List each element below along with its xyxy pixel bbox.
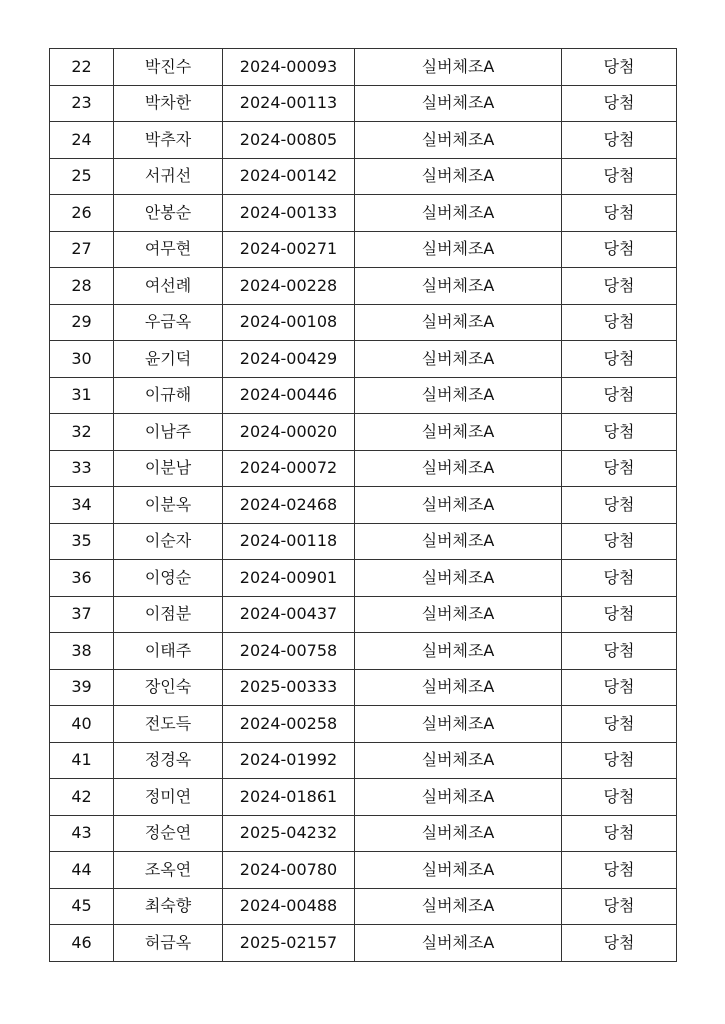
results-table-body xyxy=(50,49,677,962)
result-status-cell: 당첨 xyxy=(562,925,677,962)
program-name-cell: 실버체조A xyxy=(355,596,562,633)
registration-id-cell: 2024-01861 xyxy=(223,779,355,816)
result-status-cell: 당첨 xyxy=(562,158,677,195)
row-number-cell: 28 xyxy=(50,268,114,305)
registration-id-cell: 2024-00113 xyxy=(223,85,355,122)
row-number-cell: 34 xyxy=(50,487,114,524)
registration-id-cell: 2025-02157 xyxy=(223,925,355,962)
table-row xyxy=(50,779,677,816)
registration-id-cell: 2024-00072 xyxy=(223,450,355,487)
registration-id-cell: 2024-00437 xyxy=(223,596,355,633)
result-status-cell: 당첨 xyxy=(562,779,677,816)
result-status-cell: 당첨 xyxy=(562,596,677,633)
result-status-cell: 당첨 xyxy=(562,669,677,706)
registration-id-cell: 2024-00780 xyxy=(223,852,355,889)
row-number-cell: 32 xyxy=(50,414,114,451)
applicant-name-cell: 여무현 xyxy=(114,231,223,268)
result-status-cell: 당첨 xyxy=(562,195,677,232)
table-row xyxy=(50,852,677,889)
result-status-cell: 당첨 xyxy=(562,49,677,86)
row-number-cell: 31 xyxy=(50,377,114,414)
registration-id-cell: 2024-02468 xyxy=(223,487,355,524)
registration-id-cell: 2024-00142 xyxy=(223,158,355,195)
result-status-cell: 당첨 xyxy=(562,633,677,670)
result-status-cell: 당첨 xyxy=(562,706,677,743)
applicant-name-cell: 허금옥 xyxy=(114,925,223,962)
row-number-cell: 29 xyxy=(50,304,114,341)
program-name-cell: 실버체조A xyxy=(355,231,562,268)
result-status-cell: 당첨 xyxy=(562,852,677,889)
result-status-cell: 당첨 xyxy=(562,268,677,305)
result-status-cell: 당첨 xyxy=(562,450,677,487)
applicant-name-cell: 윤기덕 xyxy=(114,341,223,378)
row-number-cell: 24 xyxy=(50,122,114,159)
applicant-name-cell: 전도득 xyxy=(114,706,223,743)
applicant-name-cell: 박추자 xyxy=(114,122,223,159)
row-number-cell: 30 xyxy=(50,341,114,378)
result-status-cell: 당첨 xyxy=(562,414,677,451)
table-row xyxy=(50,669,677,706)
applicant-name-cell: 이분남 xyxy=(114,450,223,487)
result-status-cell: 당첨 xyxy=(562,560,677,597)
result-status-cell: 당첨 xyxy=(562,815,677,852)
row-number-cell: 23 xyxy=(50,85,114,122)
applicant-name-cell: 조옥연 xyxy=(114,852,223,889)
program-name-cell: 실버체조A xyxy=(355,560,562,597)
result-status-cell: 당첨 xyxy=(562,742,677,779)
program-name-cell: 실버체조A xyxy=(355,925,562,962)
program-name-cell: 실버체조A xyxy=(355,742,562,779)
program-name-cell: 실버체조A xyxy=(355,49,562,86)
table-row xyxy=(50,231,677,268)
row-number-cell: 25 xyxy=(50,158,114,195)
program-name-cell: 실버체조A xyxy=(355,158,562,195)
applicant-name-cell: 여선례 xyxy=(114,268,223,305)
row-number-cell: 37 xyxy=(50,596,114,633)
row-number-cell: 43 xyxy=(50,815,114,852)
result-status-cell: 당첨 xyxy=(562,85,677,122)
row-number-cell: 41 xyxy=(50,742,114,779)
registration-id-cell: 2024-00758 xyxy=(223,633,355,670)
result-status-cell: 당첨 xyxy=(562,523,677,560)
table-row xyxy=(50,304,677,341)
applicant-name-cell: 이순자 xyxy=(114,523,223,560)
applicant-name-cell: 장인숙 xyxy=(114,669,223,706)
table-row xyxy=(50,560,677,597)
applicant-name-cell: 이남주 xyxy=(114,414,223,451)
row-number-cell: 38 xyxy=(50,633,114,670)
table-row xyxy=(50,596,677,633)
program-name-cell: 실버체조A xyxy=(355,341,562,378)
applicant-name-cell: 정순연 xyxy=(114,815,223,852)
table-row xyxy=(50,268,677,305)
program-name-cell: 실버체조A xyxy=(355,195,562,232)
table-row xyxy=(50,487,677,524)
registration-id-cell: 2024-00020 xyxy=(223,414,355,451)
registration-id-cell: 2024-00488 xyxy=(223,888,355,925)
table-row xyxy=(50,888,677,925)
applicant-name-cell: 이태주 xyxy=(114,633,223,670)
registration-id-cell: 2024-00446 xyxy=(223,377,355,414)
table-row xyxy=(50,925,677,962)
applicant-name-cell: 정경옥 xyxy=(114,742,223,779)
registration-id-cell: 2024-00271 xyxy=(223,231,355,268)
result-status-cell: 당첨 xyxy=(562,231,677,268)
row-number-cell: 45 xyxy=(50,888,114,925)
program-name-cell: 실버체조A xyxy=(355,304,562,341)
program-name-cell: 실버체조A xyxy=(355,706,562,743)
result-status-cell: 당첨 xyxy=(562,304,677,341)
program-name-cell: 실버체조A xyxy=(355,815,562,852)
document-page xyxy=(49,48,676,962)
registration-id-cell: 2024-00093 xyxy=(223,49,355,86)
row-number-cell: 42 xyxy=(50,779,114,816)
applicant-name-cell: 우금옥 xyxy=(114,304,223,341)
result-status-cell: 당첨 xyxy=(562,487,677,524)
table-row xyxy=(50,377,677,414)
applicant-name-cell: 서귀선 xyxy=(114,158,223,195)
registration-id-cell: 2024-00429 xyxy=(223,341,355,378)
registration-id-cell: 2024-01992 xyxy=(223,742,355,779)
program-name-cell: 실버체조A xyxy=(355,852,562,889)
table-row xyxy=(50,341,677,378)
applicant-name-cell: 정미연 xyxy=(114,779,223,816)
table-row xyxy=(50,49,677,86)
row-number-cell: 33 xyxy=(50,450,114,487)
table-row xyxy=(50,122,677,159)
row-number-cell: 44 xyxy=(50,852,114,889)
result-status-cell: 당첨 xyxy=(562,122,677,159)
program-name-cell: 실버체조A xyxy=(355,633,562,670)
registration-id-cell: 2024-00228 xyxy=(223,268,355,305)
program-name-cell: 실버체조A xyxy=(355,487,562,524)
program-name-cell: 실버체조A xyxy=(355,414,562,451)
applicant-name-cell: 박차한 xyxy=(114,85,223,122)
program-name-cell: 실버체조A xyxy=(355,122,562,159)
program-name-cell: 실버체조A xyxy=(355,85,562,122)
program-name-cell: 실버체조A xyxy=(355,523,562,560)
applicant-name-cell: 최숙향 xyxy=(114,888,223,925)
table-row xyxy=(50,742,677,779)
table-row xyxy=(50,815,677,852)
registration-id-cell: 2024-00118 xyxy=(223,523,355,560)
registration-id-cell: 2024-00258 xyxy=(223,706,355,743)
table-row xyxy=(50,633,677,670)
row-number-cell: 36 xyxy=(50,560,114,597)
applicant-name-cell: 이영순 xyxy=(114,560,223,597)
applicant-name-cell: 이규해 xyxy=(114,377,223,414)
registration-id-cell: 2024-00805 xyxy=(223,122,355,159)
lottery-results-table xyxy=(49,48,677,962)
result-status-cell: 당첨 xyxy=(562,377,677,414)
registration-id-cell: 2024-00133 xyxy=(223,195,355,232)
program-name-cell: 실버체조A xyxy=(355,888,562,925)
program-name-cell: 실버체조A xyxy=(355,268,562,305)
applicant-name-cell: 안봉순 xyxy=(114,195,223,232)
row-number-cell: 39 xyxy=(50,669,114,706)
result-status-cell: 당첨 xyxy=(562,888,677,925)
table-row xyxy=(50,85,677,122)
program-name-cell: 실버체조A xyxy=(355,669,562,706)
table-row xyxy=(50,158,677,195)
table-row xyxy=(50,450,677,487)
table-row xyxy=(50,414,677,451)
applicant-name-cell: 박진수 xyxy=(114,49,223,86)
applicant-name-cell: 이분옥 xyxy=(114,487,223,524)
table-row xyxy=(50,195,677,232)
table-row xyxy=(50,523,677,560)
row-number-cell: 35 xyxy=(50,523,114,560)
applicant-name-cell: 이점분 xyxy=(114,596,223,633)
program-name-cell: 실버체조A xyxy=(355,779,562,816)
registration-id-cell: 2024-00108 xyxy=(223,304,355,341)
program-name-cell: 실버체조A xyxy=(355,450,562,487)
table-row xyxy=(50,706,677,743)
registration-id-cell: 2025-04232 xyxy=(223,815,355,852)
row-number-cell: 40 xyxy=(50,706,114,743)
row-number-cell: 27 xyxy=(50,231,114,268)
result-status-cell: 당첨 xyxy=(562,341,677,378)
registration-id-cell: 2024-00901 xyxy=(223,560,355,597)
row-number-cell: 26 xyxy=(50,195,114,232)
row-number-cell: 46 xyxy=(50,925,114,962)
program-name-cell: 실버체조A xyxy=(355,377,562,414)
row-number-cell: 22 xyxy=(50,49,114,86)
registration-id-cell: 2025-00333 xyxy=(223,669,355,706)
